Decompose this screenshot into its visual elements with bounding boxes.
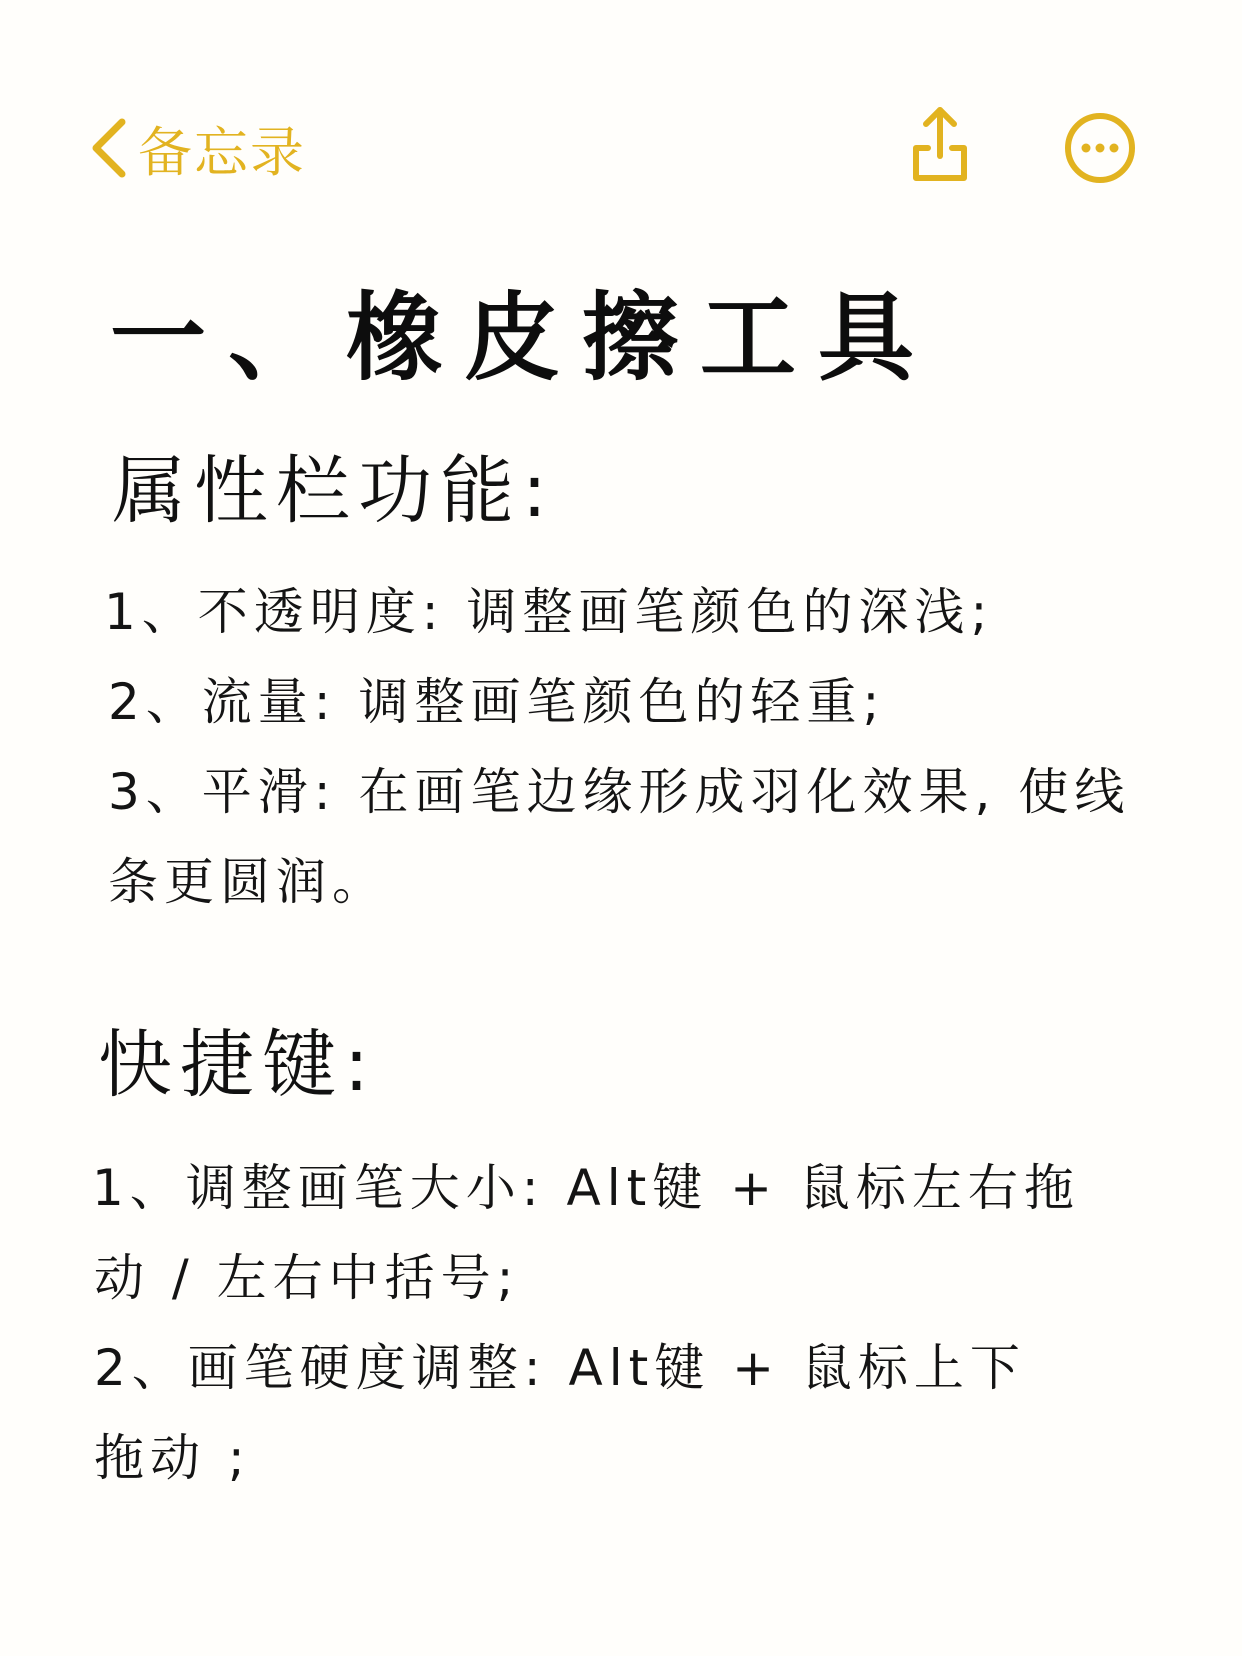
back-button[interactable] bbox=[88, 108, 306, 188]
chevron-left-icon bbox=[88, 116, 128, 180]
more-button[interactable] bbox=[1064, 112, 1136, 184]
share-icon bbox=[908, 104, 972, 184]
shortcut-line: 1、调整画笔大小: Alt键 + 鼠标左右拖 bbox=[92, 1159, 1080, 1217]
shortcut-line: 拖动 ; bbox=[94, 1429, 251, 1487]
note-title: 一、橡皮擦工具 bbox=[110, 282, 936, 394]
properties-line: 条更圆润。 bbox=[108, 853, 388, 911]
back-label: 备忘录 bbox=[138, 120, 306, 184]
properties-line: 3、平滑: 在画笔边缘形成羽化效果, 使线 bbox=[108, 763, 1131, 821]
properties-line: 2、流量: 调整画笔颜色的轻重; bbox=[108, 673, 886, 731]
shortcuts-heading: 快捷键: bbox=[98, 1022, 377, 1108]
navigation-bar bbox=[0, 100, 1242, 200]
more-icon bbox=[1064, 112, 1136, 184]
shortcut-line: 动 / 左右中括号; bbox=[94, 1249, 520, 1307]
share-button[interactable] bbox=[908, 104, 972, 184]
properties-heading: 属性栏功能: bbox=[112, 448, 555, 534]
shortcut-line: 2、画笔硬度调整: Alt键 + 鼠标上下 bbox=[94, 1339, 1026, 1397]
properties-line: 1、不透明度: 调整画笔颜色的深浅; bbox=[104, 583, 994, 641]
